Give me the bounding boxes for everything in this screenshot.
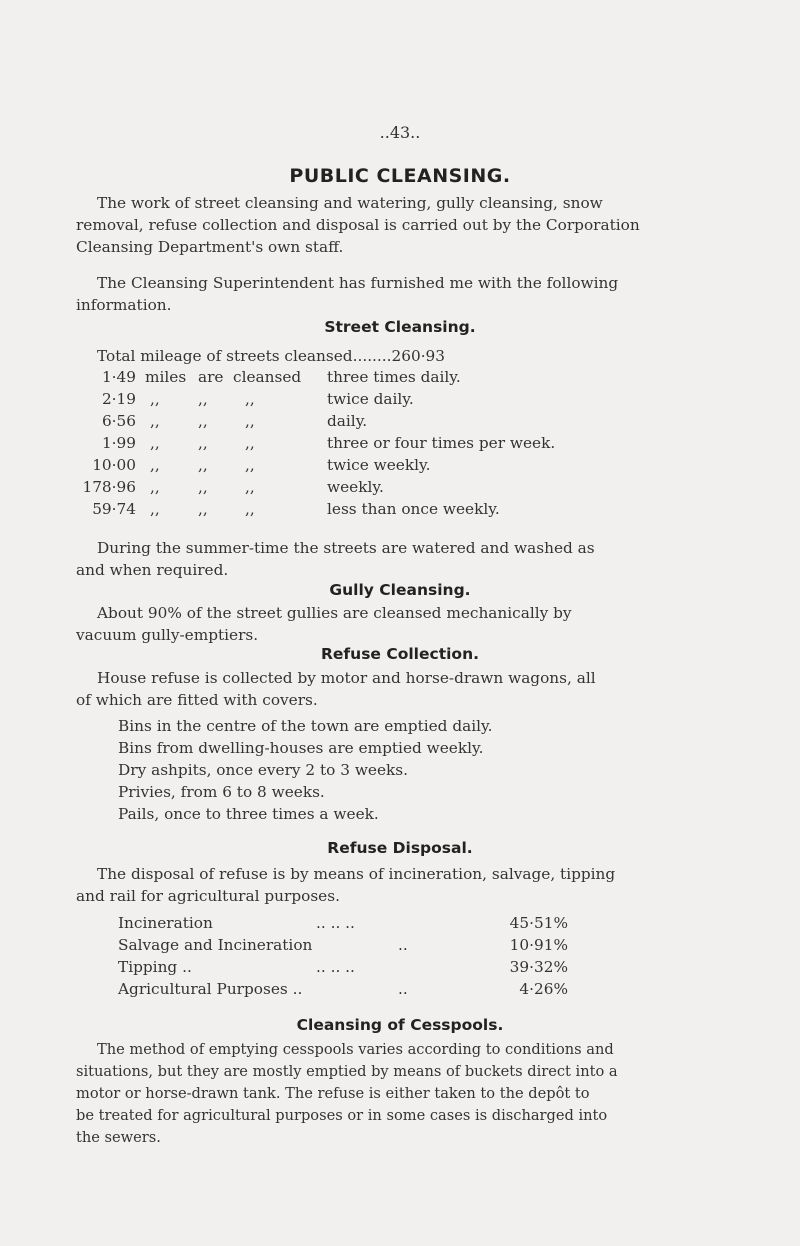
disposal-line-1: The disposal of refuse is by means of incineration, salvage, tipping bbox=[97, 865, 616, 883]
cesspools-line-5: the sewers. bbox=[76, 1129, 161, 1146]
street-row-frequency: less than once weekly. bbox=[327, 500, 500, 518]
page-title: PUBLIC CLEANSING. bbox=[289, 165, 511, 187]
disposal-row-leader: .. bbox=[398, 936, 408, 954]
ditto-mark: ,, bbox=[150, 390, 160, 408]
cesspools-line-3: motor or horse-drawn tank. The refuse is either taken to the depôt to bbox=[76, 1085, 590, 1102]
cesspools-line-1: The method of emptying cesspools varies according to conditions and bbox=[97, 1041, 614, 1058]
intro-line-2: removal, refuse collection and disposal is carried out by the Corporation bbox=[76, 216, 640, 234]
gully-cleansing-heading: Gully Cleansing. bbox=[329, 581, 471, 599]
street-row-frequency: three times daily. bbox=[327, 368, 461, 386]
street-row-miles: 2·19 bbox=[101, 390, 136, 408]
ditto-mark: ,, bbox=[198, 390, 208, 408]
street-row-miles: 1·49 bbox=[101, 368, 136, 386]
disposal-row-label: Agricultural Purposes .. bbox=[118, 980, 303, 998]
total-mileage-line: Total mileage of streets cleansed........260·93 bbox=[97, 347, 446, 365]
collection-item: Pails, once to three times a week. bbox=[118, 805, 379, 823]
disposal-row-label: Incineration bbox=[118, 914, 213, 932]
page-number: ..43.. bbox=[379, 123, 421, 142]
disposal-row-value: 39·32% bbox=[509, 958, 568, 976]
gully-line-2: vacuum gully-emptiers. bbox=[76, 626, 259, 644]
disposal-row-label: Salvage and Incineration bbox=[118, 936, 313, 954]
ditto-mark: ,, bbox=[245, 412, 255, 430]
superintendent-line-1: The Cleansing Superintendent has furnished me with the following bbox=[97, 274, 619, 292]
ditto-mark: ,, bbox=[150, 478, 160, 496]
street-cleansing-heading: Street Cleansing. bbox=[324, 318, 476, 336]
street-row-frequency: three or four times per week. bbox=[327, 434, 556, 452]
superintendent-line-2: information. bbox=[76, 296, 172, 314]
disposal-row-leader: .. .. .. bbox=[316, 914, 355, 932]
disposal-row-value: 4·26% bbox=[519, 980, 568, 998]
collection-line-1: House refuse is collected by motor and horse-drawn wagons, all bbox=[97, 669, 596, 687]
street-row-miles: 6·56 bbox=[101, 412, 136, 430]
ditto-mark: ,, bbox=[198, 456, 208, 474]
disposal-line-2: and rail for agricultural purposes. bbox=[76, 887, 340, 905]
street-row-miles: 10·00 bbox=[92, 456, 136, 474]
collection-item: Bins in the centre of the town are emptied daily. bbox=[118, 717, 493, 735]
collection-item: Bins from dwelling-houses are emptied weekly. bbox=[118, 739, 484, 757]
disposal-row-value: 45·51% bbox=[509, 914, 568, 932]
disposal-row-value: 10·91% bbox=[509, 936, 568, 954]
street-row-miles: 59·74 bbox=[92, 500, 136, 518]
cesspools-line-4: be treated for agricultural purposes or in some cases is discharged into bbox=[76, 1107, 608, 1124]
collection-line-2: of which are fitted with covers. bbox=[76, 691, 318, 709]
refuse-collection-heading: Refuse Collection. bbox=[320, 645, 479, 663]
miles-word: miles bbox=[145, 368, 187, 386]
cesspools-line-2: situations, but they are mostly emptied by means of buckets direct into a bbox=[76, 1063, 618, 1080]
cesspools-heading: Cleansing of Cesspools. bbox=[296, 1016, 504, 1034]
street-row-frequency: twice daily. bbox=[327, 390, 414, 408]
disposal-row-leader: .. bbox=[398, 980, 408, 998]
street-row-frequency: daily. bbox=[327, 412, 368, 430]
collection-item: Privies, from 6 to 8 weeks. bbox=[118, 783, 325, 801]
cleansed-word: cleansed bbox=[233, 368, 302, 386]
refuse-disposal-heading: Refuse Disposal. bbox=[327, 839, 473, 857]
ditto-mark: ,, bbox=[245, 456, 255, 474]
summer-line-1: During the summer-time the streets are watered and washed as bbox=[97, 539, 595, 557]
disposal-row-leader: .. .. .. bbox=[316, 958, 355, 976]
ditto-mark: ,, bbox=[198, 478, 208, 496]
street-row-frequency: twice weekly. bbox=[327, 456, 431, 474]
collection-item: Dry ashpits, once every 2 to 3 weeks. bbox=[118, 761, 409, 779]
ditto-mark: ,, bbox=[150, 434, 160, 452]
street-row-frequency: weekly. bbox=[327, 478, 384, 496]
ditto-mark: ,, bbox=[198, 412, 208, 430]
are-word: are bbox=[198, 368, 224, 386]
intro-line-3: Cleansing Department's own staff. bbox=[76, 238, 344, 256]
gully-line-1: About 90% of the street gullies are cleansed mechanically by bbox=[97, 604, 572, 622]
ditto-mark: ,, bbox=[245, 500, 255, 518]
disposal-row-label: Tipping .. bbox=[118, 958, 192, 976]
ditto-mark: ,, bbox=[245, 478, 255, 496]
ditto-mark: ,, bbox=[150, 500, 160, 518]
summer-line-2: and when required. bbox=[76, 561, 229, 579]
street-row-miles: 1·99 bbox=[101, 434, 136, 452]
ditto-mark: ,, bbox=[245, 434, 255, 452]
ditto-mark: ,, bbox=[198, 434, 208, 452]
street-row-miles: 178·96 bbox=[82, 478, 136, 496]
intro-line-1: The work of street cleansing and watering, gully cleansing, snow bbox=[97, 194, 603, 212]
ditto-mark: ,, bbox=[150, 412, 160, 430]
ditto-mark: ,, bbox=[198, 500, 208, 518]
ditto-mark: ,, bbox=[245, 390, 255, 408]
ditto-mark: ,, bbox=[150, 456, 160, 474]
